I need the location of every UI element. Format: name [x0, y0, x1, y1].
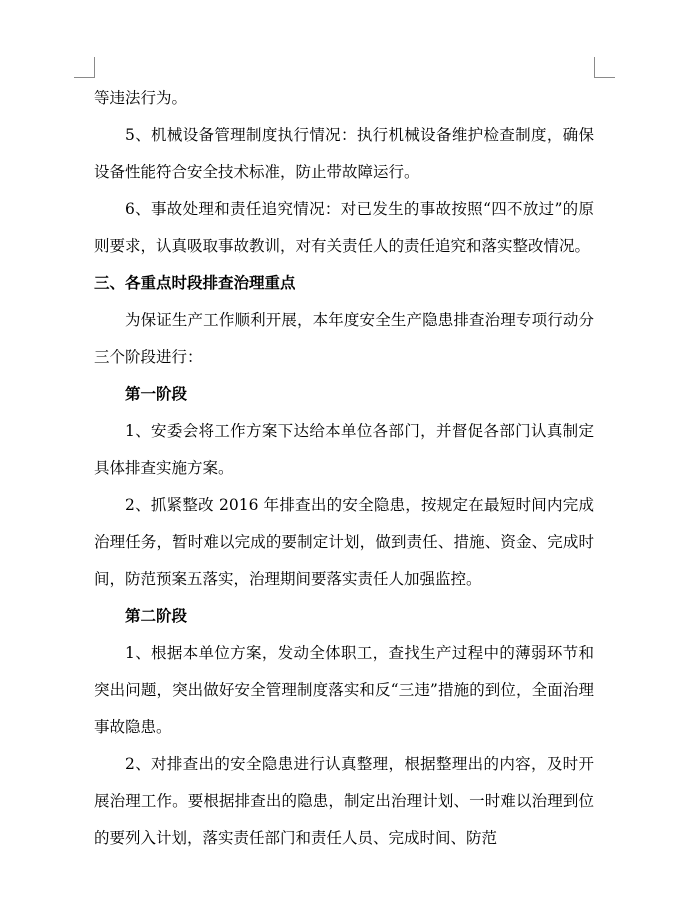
paragraph-phase-two-item-2: 2、对排查出的安全隐患进行认真整理，根据整理出的内容，及时开展治理工作。要根据排查出的隐患，制定出治理计划、一时难以治理到位的要列入计划，落实责任部门和责任人员、完成时间、防范 [94, 755, 594, 847]
paragraph-continuation: 等违法行为。 [94, 89, 188, 107]
paragraph-item-6: 6、事故处理和责任追究情况：对已发生的事故按照“四不放过”的原则要求，认真吸取事故教训，对有关责任人的责任追究和落实整改情况。 [94, 200, 594, 255]
paragraph-intro: 为保证生产工作顺利开展，本年度安全生产隐患排查治理专项行动分三个阶段进行： [94, 311, 594, 366]
paragraph-item-5: 5、机械设备管理制度执行情况：执行机械设备维护检查制度，确保设备性能符合安全技术标准，防止带故障运行。 [94, 126, 594, 181]
crop-mark-top-right [594, 57, 615, 78]
subheading-phase-one: 第一阶段 [125, 385, 188, 403]
document-body [94, 80, 594, 857]
crop-mark-top-left [74, 57, 95, 78]
paragraph-phase-one-item-2: 2、抓紧整改 2016 年排查出的安全隐患，按规定在最短时间内完成治理任务，暂时难以完成的要制定计划，做到责任、措施、资金、完成时间，防范预案五落实，治理期间要落实责任人加强监控。 [94, 496, 594, 588]
paragraph-phase-two-item-1: 1、根据本单位方案，发动全体职工，查找生产过程中的薄弱环节和突出问题，突出做好安全管理制度落实和反“三违”措施的到位，全面治理事故隐患。 [94, 644, 594, 736]
subheading-phase-two: 第二阶段 [125, 607, 188, 625]
paragraph-phase-one-item-1: 1、安委会将工作方案下达给本单位各部门，并督促各部门认真制定具体排查实施方案。 [94, 422, 594, 477]
section-heading: 三、各重点时段排查治理重点 [94, 274, 296, 292]
